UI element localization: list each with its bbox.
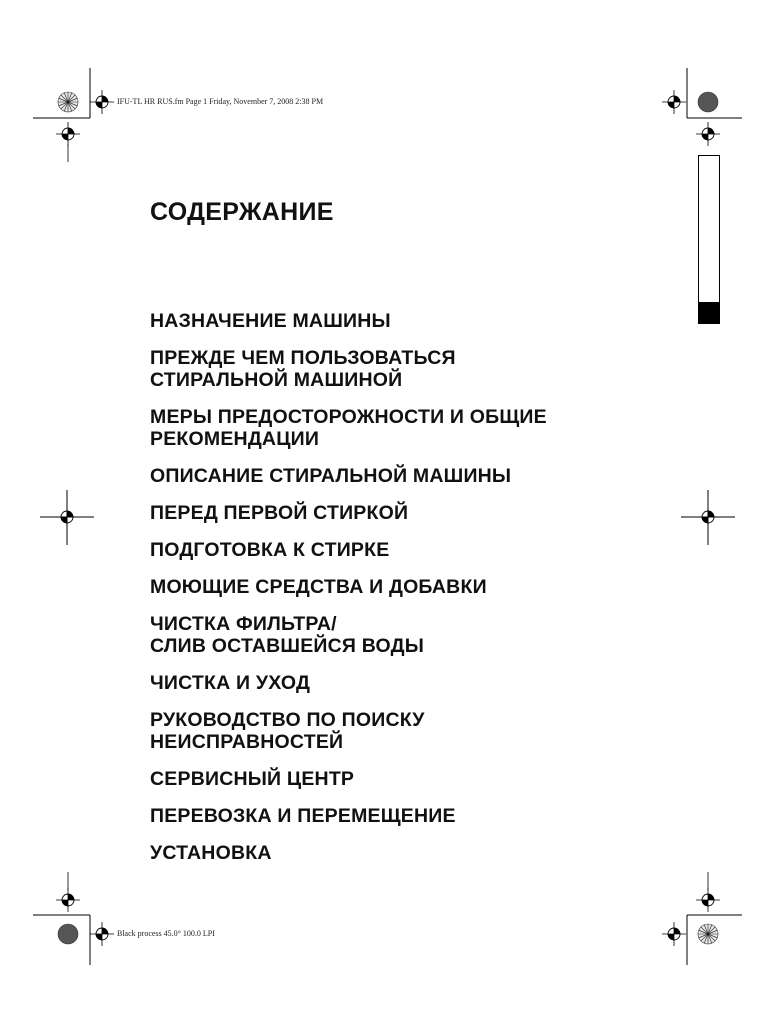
- toc-item-line: МОЮЩИЕ СРЕДСТВА И ДОБАВКИ: [150, 576, 487, 598]
- toc-item-line: НАЗНАЧЕНИЕ МАШИНЫ: [150, 310, 391, 332]
- table-of-contents: [150, 310, 710, 879]
- print-header-info: IFU-TL HR RUS.fm Page 1 Friday, November 7, 2008 2:38 PM: [117, 97, 324, 106]
- toc-item: [150, 465, 710, 487]
- toc-item: [150, 842, 710, 864]
- toc-item-line: СЛИВ ОСТАВШЕЙСЯ ВОДЫ: [150, 635, 425, 657]
- color-bar-icon: [698, 155, 720, 324]
- toc-item: [150, 805, 710, 827]
- toc-item: [150, 613, 710, 657]
- toc-item: [150, 768, 710, 790]
- toc-item-line: ЧИСТКА И УХОД: [150, 672, 311, 694]
- toc-item: [150, 502, 710, 524]
- toc-item: [150, 347, 710, 391]
- toc-item: [150, 576, 710, 598]
- toc-item-line: РЕКОМЕНДАЦИИ: [150, 428, 320, 450]
- toc-item-line: ОПИСАНИЕ СТИРАЛЬНОЙ МАШИНЫ: [150, 465, 512, 487]
- toc-item: [150, 539, 710, 561]
- toc-item: [150, 709, 710, 753]
- toc-item: [150, 672, 710, 694]
- toc-item-line: ПЕРЕВОЗКА И ПЕРЕМЕЩЕНИЕ: [150, 805, 456, 827]
- toc-item-line: РУКОВОДСТВО ПО ПОИСКУ: [150, 709, 425, 731]
- toc-item-line: СЕРВИСНЫЙ ЦЕНТР: [150, 768, 355, 790]
- toc-item-line: НЕИСПРАВНОСТЕЙ: [150, 731, 344, 753]
- toc-item-line: МЕРЫ ПРЕДОСТОРОЖНОСТИ И ОБЩИЕ: [150, 406, 547, 428]
- toc-item-line: СТИРАЛЬНОЙ МАШИНОЙ: [150, 369, 403, 391]
- page-title: СОДЕРЖАНИЕ: [150, 198, 334, 226]
- toc-item-line: ПОДГОТОВКА К СТИРКЕ: [150, 539, 390, 561]
- toc-item: [150, 310, 710, 332]
- toc-item-line: ПРЕЖДЕ ЧЕМ ПОЛЬЗОВАТЬСЯ: [150, 347, 456, 369]
- toc-item-line: ПЕРЕД ПЕРВОЙ СТИРКОЙ: [150, 502, 409, 524]
- toc-item-line: УСТАНОВКА: [150, 842, 272, 864]
- print-footer-info: Black process 45.0° 100.0 LPI: [117, 929, 215, 938]
- toc-item: [150, 406, 710, 450]
- toc-item-line: ЧИСТКА ФИЛЬТРА/: [150, 613, 337, 635]
